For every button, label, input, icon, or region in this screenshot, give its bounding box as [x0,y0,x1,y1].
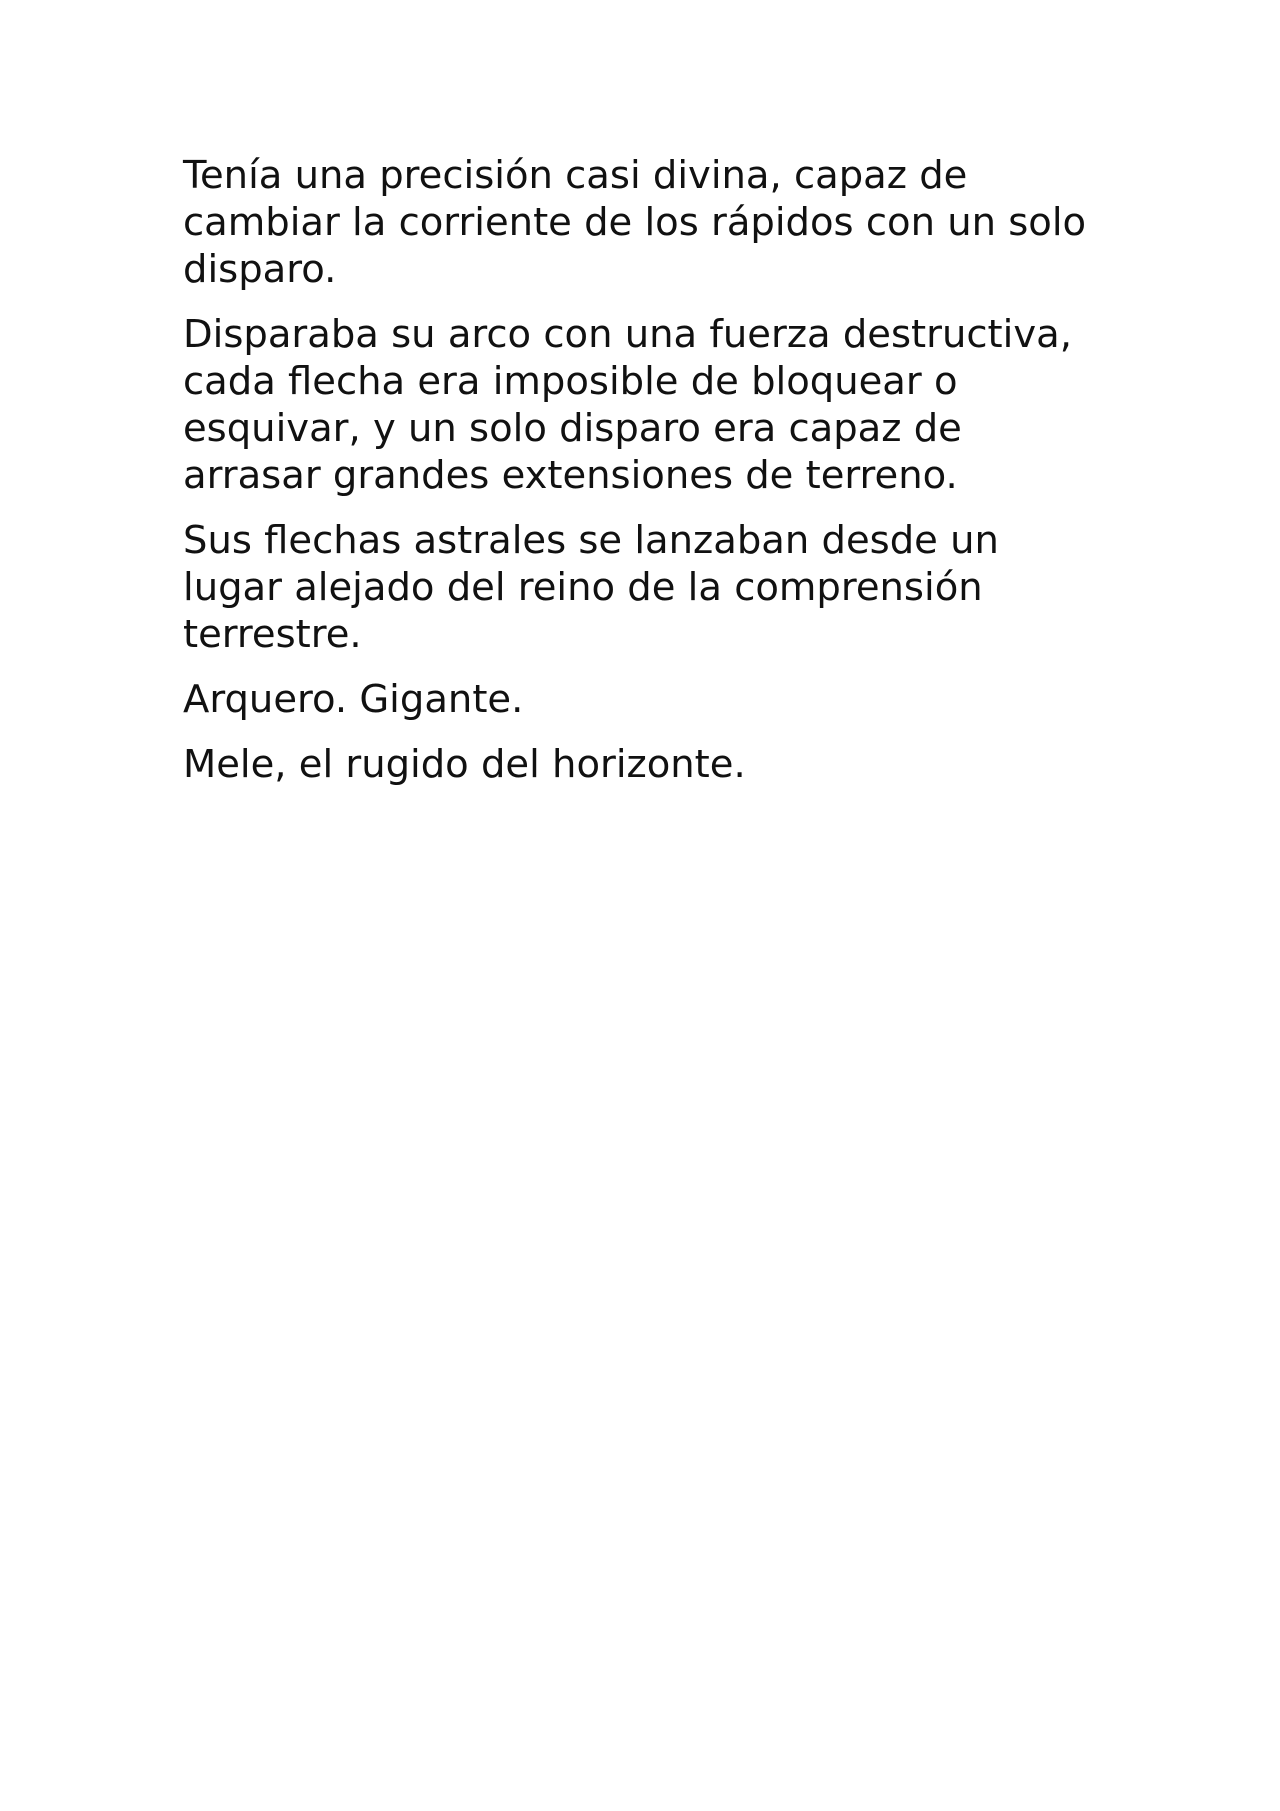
paragraph-5: Mele, el rugido del horizonte. [183,742,746,787]
paragraph-1: Tenía una precisión casi divina, capaz de cambiar la corriente de los rápidos con un solo disparo. [183,153,1087,292]
paragraph-3: Sus flechas astrales se lanzaban desde un lugar alejado del reino de la comprensión terrestre. [183,518,999,657]
paragraph-2: Disparaba su arco con una fuerza destructiva, cada flecha era imposible de bloquear o esquivar, y un solo disparo era capaz de arrasar grandes extensiones de terreno. [183,312,1072,498]
paragraph-4: Arquero. Gigante. [183,677,524,722]
body-text [183,152,1123,806]
